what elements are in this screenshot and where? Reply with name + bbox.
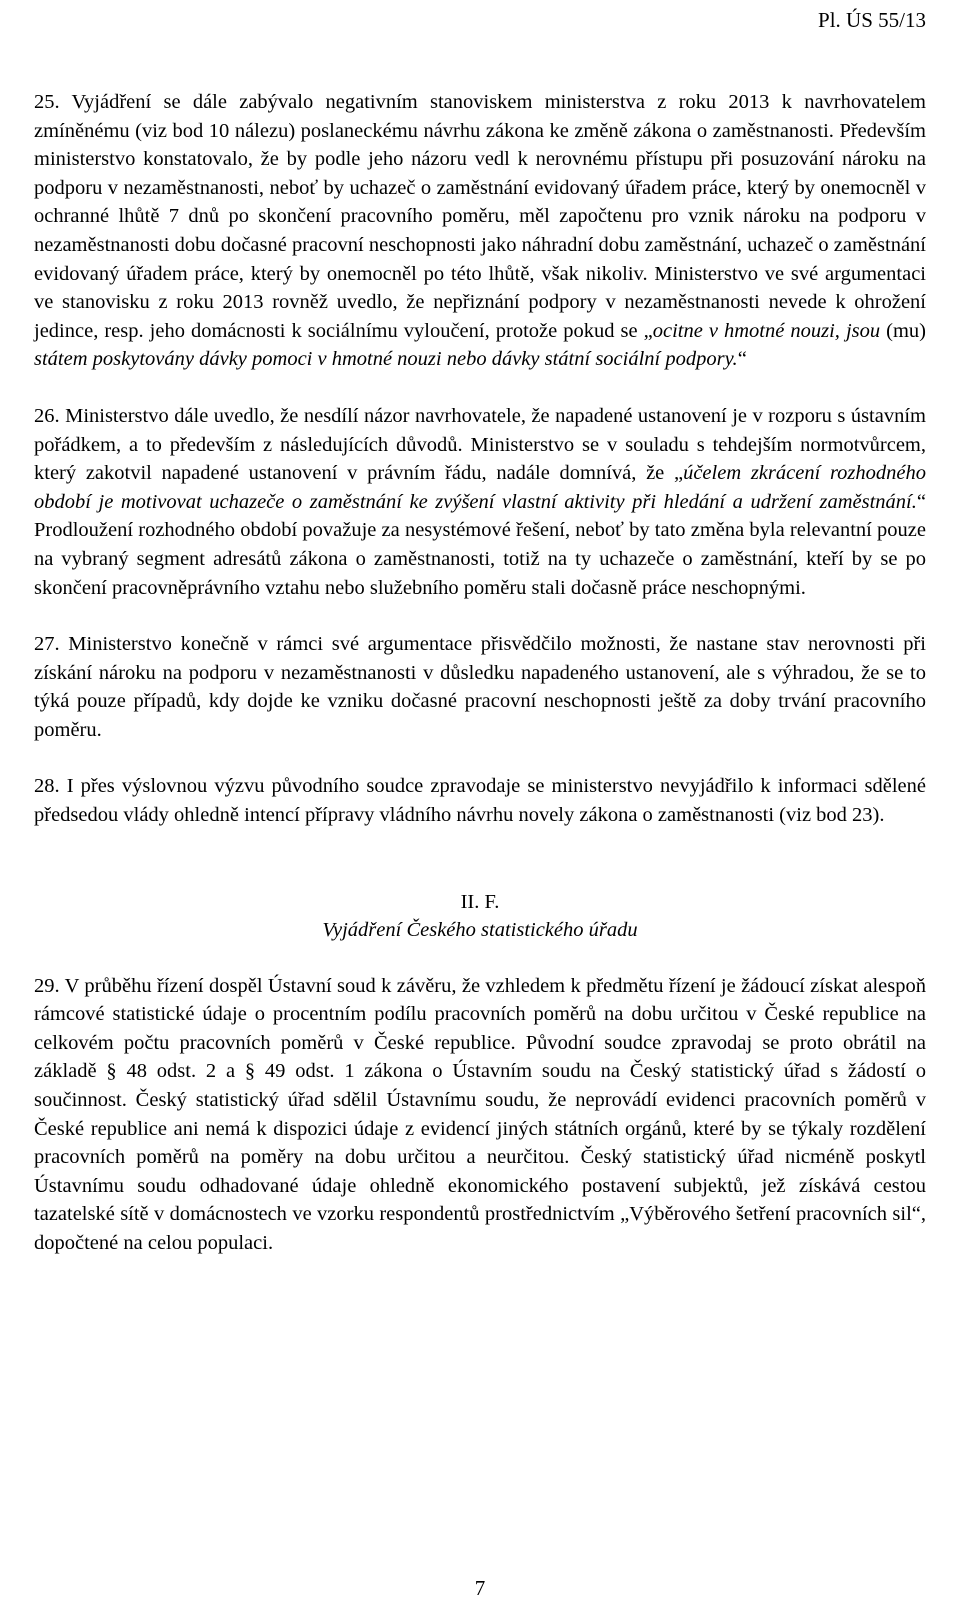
paragraph-number: 26.: [34, 404, 60, 427]
paragraph-25: [34, 88, 926, 374]
quoted-italic-text: účelem zkrácení rozhodného období je motivovat uchazeče o zaměstnání ke zvýšení vlastní aktivity při hledání a udržení zaměstnání.: [34, 462, 927, 513]
paragraph-29: [34, 972, 926, 1258]
section-heading: [34, 888, 926, 944]
paragraph-text: I přes výslovnou výzvu původního soudce zpravodaje se ministerstvo nevyjádřilo k informaci sdělené předsedou vlády ohledně intencí přípravy vládního návrhu novely zákona o zaměstnanosti (viz bod 23).: [34, 775, 926, 827]
section-number: II. F.: [460, 890, 500, 913]
paragraph-text: “ Prodloužení rozhodného období považuje za nesystémové řešení, neboť by tato změna byla relevantní pouze na vybraný segment adresátů zákona o zaměstnanosti, totiž na ty uchazeče o zaměstnání, kteří by se po skončení pracovněprávního vztahu nebo služebního poměru stali dočasně práce neschopnými.: [34, 490, 926, 599]
paragraph-27: [34, 630, 926, 744]
paragraph-26: [34, 402, 926, 602]
paragraph-number: 29.: [34, 974, 60, 997]
paragraph-28: [34, 772, 926, 829]
quoted-italic-text: státem poskytovány dávky pomoci v hmotné nouzi nebo dávky státní sociální podpory.: [34, 348, 738, 371]
paragraph-text: Vyjádření se dále zabývalo negativním stanoviskem ministerstva z roku 2013 k navrhovatelem zmíněnému (viz bod 10 nálezu) poslaneckému návrhu zákona ke změně zákona o zaměstnanosti. Především ministerstvo konstatovalo, že by podle jeho názoru vedl k nerovnému přístupu při posuzování nároku na podporu v nezaměstnanosti, neboť by uchazeč o zaměstnání evidovaný úřadem práce, který by onemocněl v ochranné lhůtě 7 dnů po skončení pracovního poměru, měl započtenu pro vznik nároku na podporu v nezaměstnanosti dobu dočasné pracovní neschopnosti jako náhradní dobu zaměstnání, uchazeč o zaměstnání evidovaný úřadem práce, který by onemocněl po této lhůtě, však nikoliv. Ministerstvo ve své argumentaci ve stanovisku z roku 2013 rovněž uvedlo, že nepřiznání podpory v nezaměstnanosti nevede k ohrožení jedince, resp. jeho domácnosti k sociálnímu vyloučení, protože pokud se „: [34, 91, 926, 342]
section-title: Vyjádření Českého statistického úřadu: [322, 918, 638, 941]
case-reference: Pl. ÚS 55/13: [818, 8, 926, 32]
paragraph-text: (mu): [880, 319, 927, 342]
paragraph-number: 28.: [34, 775, 60, 798]
quoted-italic-text: ocitne v hmotné nouzi, jsou: [652, 319, 881, 342]
paragraph-text: Ministerstvo konečně v rámci své argumentace přisvědčilo možnosti, že nastane stav nerovnosti při získání nároku na podporu v nezaměstnanosti v důsledku napadeného ustanovení, ale s výhradou, že se to týká pouze případů, kdy dojde ke vzniku dočasné pracovní neschopnosti ještě za doby trvání pracovního poměru.: [34, 633, 926, 741]
paragraph-number: 25.: [34, 91, 60, 113]
paragraph-number: 27.: [34, 633, 60, 656]
paragraph-text: Ministerstvo dále uvedlo, že nesdílí názor navrhovatele, že napadené ustanovení je v rozporu s ústavním pořádkem, a to především z následujících důvodů. Ministerstvo se v souladu s tehdejším normotvůrcem, který zakotvil napadené ustanovení v právním řádu, nadále domnívá, že „: [34, 404, 926, 485]
page-number: 7: [474, 1576, 486, 1600]
closing-quote: “: [737, 348, 747, 371]
document-body: [34, 88, 926, 1286]
paragraph-text: V průběhu řízení dospěl Ústavní soud k závěru, že vzhledem k předmětu řízení je žádoucí získat alespoň rámcové statistické údaje o procentním podílu pracovních poměrů na dobu určitou v České republice na celkovém počtu pracovních poměrů v České republice. Původní soudce zpravodaj se proto obrátil na základě § 48 odst. 2 a § 49 odst. 1 zákona o Ústavním soudu na Český statistický úřad s žádostí o součinnost. Český statistický úřad sdělil Ústavnímu soudu, že neprovádí evidenci pracovních poměrů v České republice ani nemá k dispozici údaje z evidencí jiných státních orgánů, které by se týkaly rozdělení pracovních poměrů na poměry na dobu určitou a neurčitou. Český statistický úřad nicméně poskytl Ústavnímu soudu odhadované údaje ohledně ekonomického postavení subjektů, jež získává cestou tazatelské sítě v domácnostech ve vzorku respondentů prostřednictvím „Výběrového šetření pracovních sil“, dopočtené na celou populaci.: [34, 974, 926, 1254]
